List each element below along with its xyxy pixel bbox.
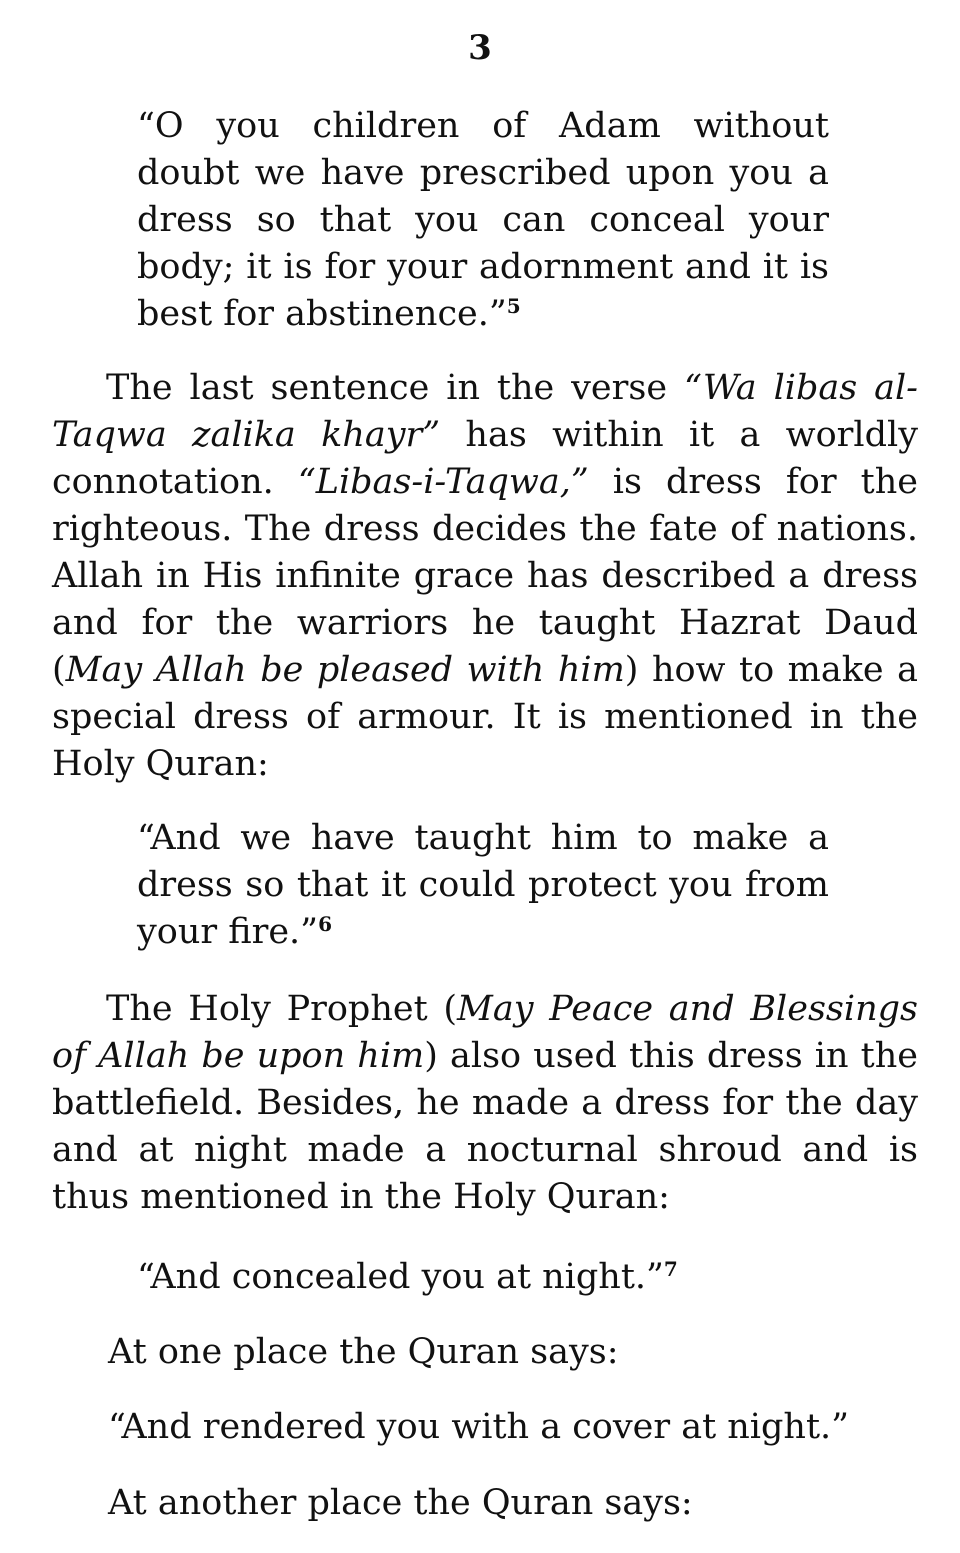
para1-honorific-italic: May Allah be pleased with him (65, 650, 625, 690)
quote-adam-text: “O you children of Adam without doubt we have prescribed upon you a dress so that you can conceal your body; it is for your adornment and it is best for abstinence.” (137, 106, 829, 334)
quote-night (137, 1254, 829, 1301)
footnote-ref-7: 7 (663, 1257, 678, 1281)
quote-night-text: “And concealed you at night.” (137, 1257, 664, 1297)
page-number: 3 (468, 28, 492, 68)
para2-part1: The Holy Prophet ( (106, 989, 458, 1029)
quote-armour (137, 815, 829, 956)
paragraph-holy-prophet (52, 986, 918, 1221)
quote-adam (137, 103, 829, 338)
para1-part7: ) how to make a special dress of armour. It is mentioned in the Holy Quran: (52, 650, 918, 784)
para1-part3: has within it a worldly connotation. (52, 415, 918, 502)
para1-term-italic: “Libas-i-Taqwa,” (297, 462, 589, 502)
quote-armour-text: “And we have taught him to make a dress so that it could protect you from your fire.” (137, 818, 829, 952)
para2-honorific-italic: May Peace and Blessings of Allah be upon him (52, 989, 918, 1076)
line-another-place: At another place the Quran says: (108, 1483, 693, 1523)
footnote-ref-5: 5 (506, 294, 521, 318)
para1-part1: The last sentence in the verse (106, 368, 684, 408)
paragraph-libas-taqwa (52, 365, 918, 788)
para1-part5: is dress for the righteous. The dress decides the fate of nations. Allah in His infinite grace has described a dress and for the warriors he taught Hazrat Daud ( (52, 462, 918, 690)
footnote-ref-6: 6 (318, 912, 332, 936)
line-cover-night: “And rendered you with a cover at night.” (108, 1407, 850, 1447)
para2-part3: ) also used this dress in the battlefield. Besides, he made a dress for the day and at night made a nocturnal shroud and is thus mentioned in the Holy Quran: (52, 1036, 918, 1217)
line-one-place: At one place the Quran says: (108, 1332, 619, 1372)
para1-verse-italic: “Wa libas al-Taqwa zalika khayr” (52, 368, 918, 455)
